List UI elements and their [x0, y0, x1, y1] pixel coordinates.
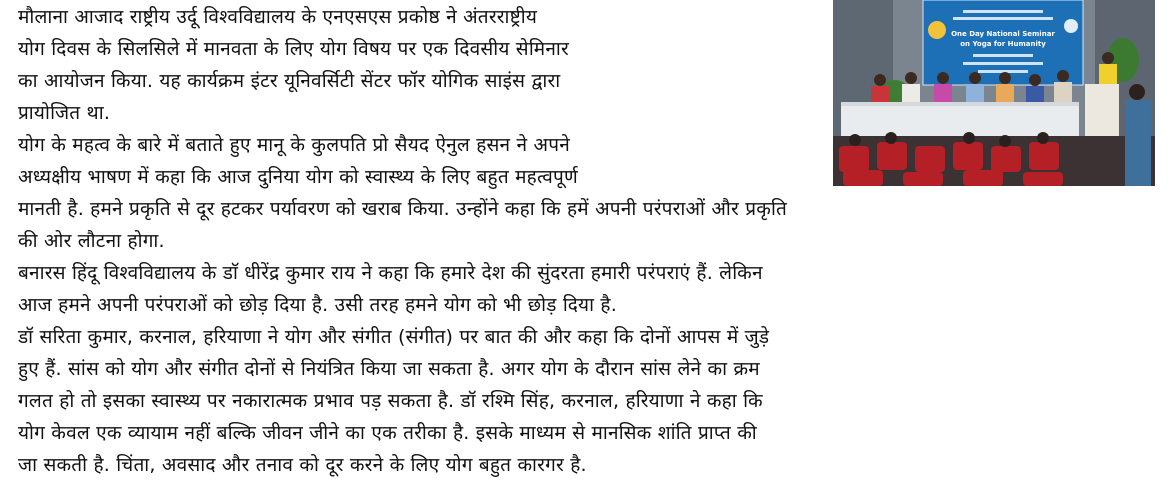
- article-line-10: आज हमने अपनी परंपराओं को छोड़ दिया है. उसी तरह हमने योग को भी छोड़ दिया है.: [18, 294, 617, 316]
- article-line-8: की ओर लौटना होगा.: [18, 230, 165, 252]
- article-line-9: बनारस हिंदू विश्वविद्यालय के डाॅ धीरेंद्र कुमार राय ने कहा कि हमारे देश की सुंदरता हमारी परंपराएं हैं. लेकिन: [18, 262, 763, 284]
- article-line-13: गलत हो तो इसका स्वास्थ्य पर नकारात्मक प्रभाव पड़ सकता है. डॉ रश्मि सिंह, करनाल, हरियाणा ने कहा कि: [18, 390, 763, 412]
- article-line-2: योग दिवस के सिलसिले में मानवता के लिए योग विषय पर एक दिवसीय सेमिनार: [18, 38, 569, 60]
- article-line-6: अध्यक्षीय भाषण में कहा कि आज दुनिया योग को स्वास्थ्य के लिए बहुत महत्वपूर्ण: [18, 166, 578, 188]
- article-line-3: का आयोजन किया. यह कार्यक्रम इंटर यूनिवर्सिटी सेंटर फॉर योगिक साइंस द्वारा: [18, 70, 561, 92]
- article-line-12: हुए हैं. सांस को योग और संगीत दोनों से नियंत्रित किया जा सकता है. अगर योग के दौरान सांस लेने का क्रम: [18, 358, 760, 380]
- article-line-14: योग केवल एक व्यायाम नहीं बल्कि जीवन जीने का एक तरीका है. इसके माध्यम से मानसिक शांति प्राप्त की: [18, 422, 757, 444]
- article-line-4: प्रायोजित था.: [18, 102, 111, 124]
- article-line-11: डॉ सरिता कुमार, करनाल, हरियाणा ने योग और संगीत (संगीत) पर बात की और कहा कि दोनों आपस में जुड़े: [18, 326, 770, 348]
- article-line-7: मानती है. हमने प्रकृति से दूर हटकर पर्यावरण को खराब किया. उन्होंने कहा कि हमें अपनी परंपराओं और प्रकृति: [18, 198, 788, 220]
- seminar-photo: [833, 0, 1155, 186]
- banner-title-line1: One Day National Seminar: [951, 30, 1055, 38]
- article-line-1: मौलाना आजाद राष्ट्रीय उर्दू विश्वविद्यालय के एनएसएस प्रकोष्ठ ने अंतरराष्ट्रीय: [18, 6, 538, 28]
- article-line-5: योग के महत्व के बारे में बताते हुए मानू के कुलपति प्रो सैयद ऐनुल हसन ने अपने: [18, 134, 570, 156]
- article-line-15: जा सकती है. चिंता, अवसाद और तनाव को दूर करने के लिए योग बहुत कारगर है.: [18, 454, 587, 476]
- banner-title-line2: on Yoga for Humanity: [960, 40, 1046, 48]
